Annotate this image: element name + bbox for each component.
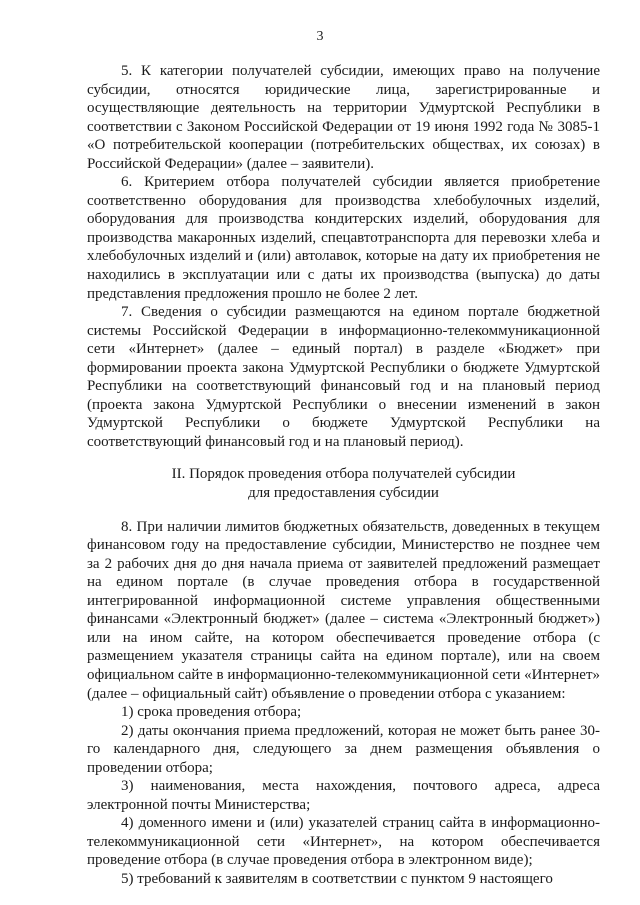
list-item-3: 3) наименования, места нахождения, почтового адреса, адреса электронной почты Министерства; [87,778,600,813]
paragraph-5: 5. К категории получателей субсидии, имеющих право на получение субсидии, относятся юридические лица, зарегистрированные и осуществляющие деятельность на территории Удмуртской Республики в соответствии с Законом Российской Федерации от 19 июня 1992 года № 3085-1 «О потребительской кооперации (потребительских обществах, их союзах) в Российской Федерации» (далее – заявители). [87,63,600,172]
list-item-2: 2) даты окончания приема предложений, которая не может быть ранее 30-го календарного дня, следующего за днем размещения объявления о проведении отбора; [87,722,600,776]
list-item-4: 4) доменного имени и (или) указателей страниц сайта в информационно-телекоммуникационной сети «Интернет», на котором обеспечивается проведение отбора (в случае проведения отбора в электронном виде); [87,815,600,869]
page-number: 3 [316,29,324,44]
section-heading-line-1: II. Порядок проведения отбора получателей субсидии [171,466,516,483]
paragraph-8: 8. При наличии лимитов бюджетных обязательств, доведенных в текущем финансовом году на предоставление субсидии, Министерство не позднее чем за 2 рабочих дня до дня начала приема от заявителей предложений размещает на едином портале (в случае проведения отбора в государственной интегрированной информационной системе управления общественными финансами «Электронный бюджет» (далее – система «Электронный бюджет») или на ином сайте, на котором обеспечивается проведение отбора (с размещением указателя страницы сайта на едином портале), или на своем официальном сайте в информационно-телекоммуникационной сети «Интернет» (далее – официальный сайт) объявление о проведении отбора с указанием: [87,518,600,702]
list-item-5: 5) требований к заявителям в соответствии с пунктом 9 настоящего [121,870,553,887]
paragraph-7: 7. Сведения о субсидии размещаются на едином портале бюджетной системы Российской Федерации в информационно-телекоммуникационной сети «Интернет» (далее – единый портал) в разделе «Бюджет» при формировании проекта закона Удмуртской Республики о бюджете Удмуртской Республики на соответствующий финансовый год и на плановый период (проекта закона Удмуртской Республики о внесении изменений в закон Удмуртской Республики о бюджете Удмуртской Республики на соответствующий финансовый год и на плановый период). [87,304,600,450]
document-body [87,62,600,889]
section-heading-line-2: для предоставления субсидии [248,485,439,502]
paragraph-6: 6. Критерием отбора получателей субсидии является приобретение соответственно оборудования для производства хлебобулочных изделий, оборудования для производства кондитерских изделий, оборудования для производства макаронных изделий, спецавтотранспорта для перевозки хлеба и хлебобулочных изделий и (или) автолавок, которые на дату их приобретения не находились в эксплуатации или с даты их производства (выпуска) до даты представления предложения прошло не более 2 лет. [87,174,600,302]
section-heading [87,465,600,502]
list-item-1: 1) срока проведения отбора; [121,704,302,721]
